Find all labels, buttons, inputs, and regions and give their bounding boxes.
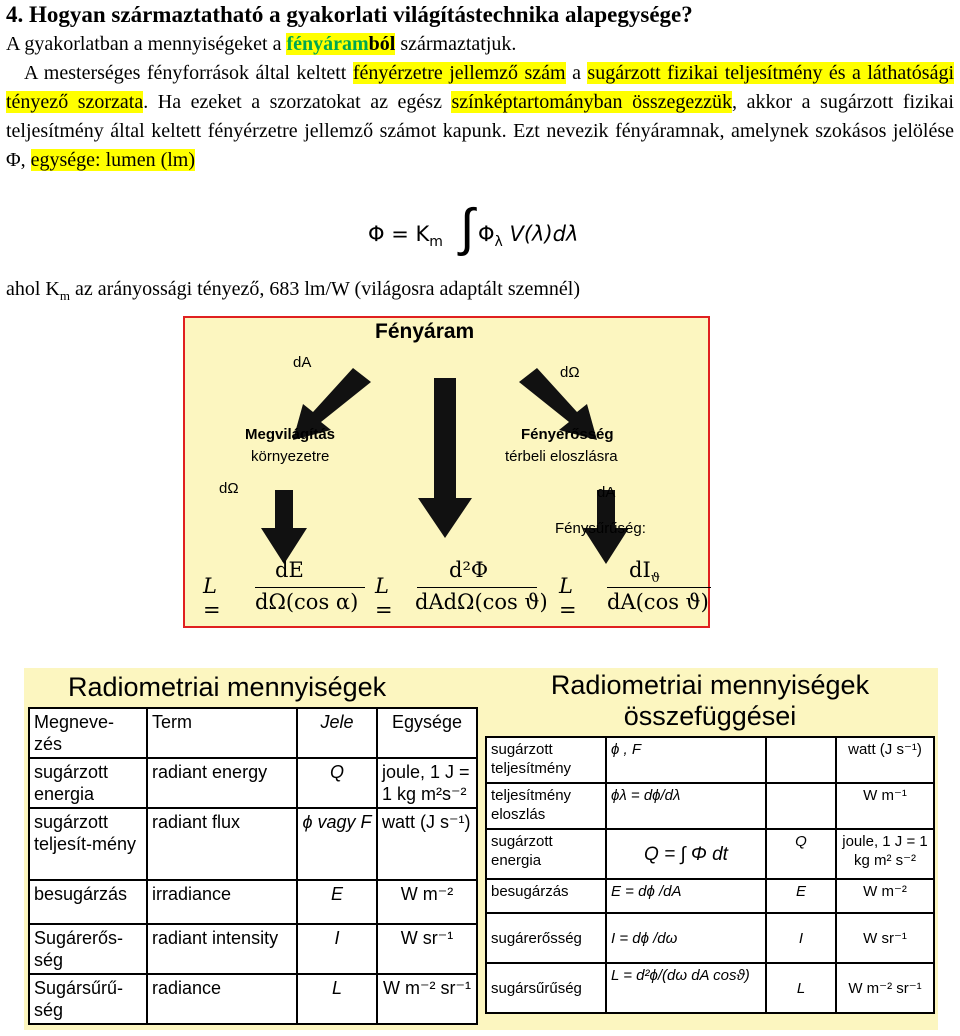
table-row: sugárzott teljesít-mény radiant flux ϕ vagy F watt (J s⁻¹) xyxy=(29,808,477,880)
radiometric-relations-panel xyxy=(482,668,938,1030)
table-row: sugársűrűség L = d²ϕ/(dω dA cosϑ) L W m⁻² sr⁻¹ xyxy=(486,963,934,1013)
table-header-row: Megneve-zés Term Jele Egysége xyxy=(29,708,477,758)
coefficient-note: ahol $K_m$ az arányossági tényező, 683 lm/W (világosra adaptált szemnél) xyxy=(6,278,581,303)
radiometric-relations-table xyxy=(485,736,935,1014)
section-heading: 4. Hogyan származtatható a gyakorlati világítástechnika alapegysége? xyxy=(6,2,693,27)
figure-left-label: Megvilágítás xyxy=(245,426,336,443)
table-row: sugárerősség I = dϕ /dω I W sr⁻¹ xyxy=(486,913,934,963)
figure-right-dA: dA xyxy=(597,484,616,501)
table-row: sugárzott energia radiant energy Q joule, 1 J = 1 kg m²s⁻² xyxy=(29,758,477,808)
table2-title: Radiometriai mennyiségek összefüggései xyxy=(550,670,870,731)
integral-symbol: ∫ xyxy=(460,198,475,258)
table-row: besugárzás E = dϕ /dA E W m⁻² xyxy=(486,879,934,913)
figure-left-dOmega: dΩ xyxy=(219,480,239,497)
table-row: teljesítmény eloszlás ϕλ = dϕ/dλ W m⁻¹ xyxy=(486,783,934,829)
document-body xyxy=(6,0,954,175)
figure-dOmega-top: dΩ xyxy=(560,364,580,381)
table-row: sugárzott teljesítmény ϕ , F watt (J s⁻¹) xyxy=(486,737,934,783)
figure-title: Fényáram xyxy=(375,320,475,343)
radiometric-quantities-table xyxy=(28,707,478,1025)
luminous-flux-figure: Fényáram dA dΩ Megvilágítás környezetre dΩ Fényerősség térbeli eloszlásra dA Fénysűrűség: L = dE dΩ(cos α) L = d²Φ dAdΩ(cos ϑ) L = $dI_ϑ$ dA(cos ϑ) xyxy=(183,316,710,628)
intro-paragraph: A gyakorlatban a mennyiségeket a fényáramból származtatjuk. xyxy=(6,33,517,55)
table-row: Sugárerős-ség radiant intensity I W sr⁻¹ xyxy=(29,924,477,974)
table-row: besugárzás irradiance E W m⁻² xyxy=(29,880,477,924)
figure-fenysuruseg: Fénysűrűség: xyxy=(555,520,646,537)
table1-title: Radiometriai mennyiségek xyxy=(68,672,387,702)
figure-left-sublabel: környezetre xyxy=(251,448,330,465)
table-row: Sugársűrű-ség radiance L W m⁻² sr⁻¹ xyxy=(29,974,477,1024)
radiometric-quantities-panel xyxy=(24,668,482,1030)
figure-right-label: Fényerősség xyxy=(521,426,614,443)
figure-dA-top: dA xyxy=(293,354,312,371)
figure-right-sublabel: térbeli eloszlásra xyxy=(505,448,618,465)
table-row: sugárzott energia Q = ∫ Φ dt Q joule, 1 J = 1 kg m² s⁻² xyxy=(486,829,934,879)
main-paragraph: A mesterséges fényforrások által keltett fényérzetre jellemző szám a sugárzott fizikai teljesítmény és a láthatósági tényező szorzata. Ha ezeket a szorzatokat az egész színképtartományban összegezzük, akkor a sugárzott fizikai teljesítmény által keltett fényérzetre jellemző számot kapunk. Ezt nevezik fényáramnak, amelynek szokásos jelölése Φ, egysége: lumen (lm) xyxy=(6,62,954,171)
